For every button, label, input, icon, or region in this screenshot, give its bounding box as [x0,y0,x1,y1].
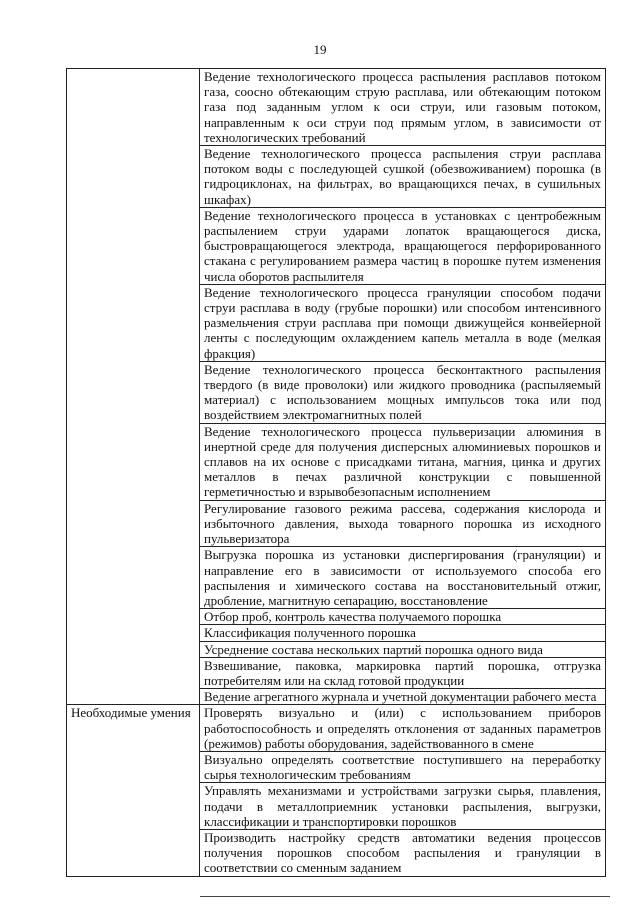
table-cell: Ведение технологического процесса в установках с центробежным распылением струи ударами лопаток вращающегося диска, быстровращающегося электрода, вращающегося перфорированного стакана с регулированием размера частиц в порошке путем изменения числа оборотов распылителя [200,207,606,284]
table-cell: Визуально определять соответствие поступившего на переработку сырья технологическим требованиям [200,751,606,782]
table-cell: Ведение технологического процесса грануляции способом подачи струи расплава в воду (грубые порошки) или способом интенсивного размельчения струи расплава при помощи движущейся конвейерной ленты с последующим охлаждением капель металла в воде (мелкая фракция) [200,284,606,361]
bottom-rule [200,896,610,897]
table-cell: Производить настройку средств автоматики ведения процессов получения порошков способом распыления и грануляции в соответствии со сменным заданием [200,829,606,876]
table-cell: Классификация полученного порошка [200,625,606,641]
table-cell: Проверять визуально и (или) с использованием приборов работоспособность и определять отклонения от заданных параметров (режимов) работы оборудования, задействованного в смене [200,705,606,752]
table-cell: Взвешивание, паковка, маркировка партий порошка, отгрузка потребителям или на склад готовой продукции [200,657,606,688]
table-cell: Выгрузка порошка из установки диспергирования (грануляции) и направление его в зависимости от используемого способа его распыления и химического состава на восстановительный отжиг, дробление, магнитную сепарацию, восстановление [200,547,606,609]
table-cell: Регулирование газового режима рассева, содержания кислорода и избыточного давления, выхода товарного порошка из исходного пульверизатора [200,500,606,547]
section-label-empty [67,69,200,705]
table-row [67,69,606,146]
page-number: 19 [313,42,327,57]
table-cell: Усреднение состава нескольких партий порошка одного вида [200,641,606,657]
table-cell: Ведение технологического процесса пульверизации алюминия в инертной среде для получения дисперсных алюминиевых порошков и сплавов на их основе с присадками титана, магния, цинка и других металлов в печах различной конструкции с повышенной герметичностью и взрывобезопасным исполнением [200,423,606,500]
section-label-skills: Необходимые умения [67,705,200,876]
table-cell: Ведение технологического процесса бесконтактного распыления твердого (в виде проволоки) или жидкого проводника (распыляемый материал) с использованием мощных импульсов тока или под воздействием электромагнитных полей [200,361,606,423]
table-cell: Ведение технологического процесса распыления расплавов потоком газа, соосно обтекающим струю расплава, или обтекающим потоком газа под заданным углом к оси струи, или газовым потоком, направленным к оси струи под прямым углом, в зависимости от технологических требований [200,69,606,146]
table-cell: Ведение технологического процесса распыления струи расплава потоком воды с последующей сушкой (обезвоживанием) порошка (в гидроциклонах, на фильтрах, во вращающихся печах, в сушильных шкафах) [200,146,606,208]
table-cell: Отбор проб, контроль качества получаемого порошка [200,609,606,625]
table-cell: Ведение агрегатного журнала и учетной документации рабочего места [200,689,606,705]
table-row [67,705,606,752]
competency-table [66,68,606,877]
table-cell: Управлять механизмами и устройствами загрузки сырья, плавления, подачи в металлоприемник установки распыления, выгрузки, классификации и транспортировки порошков [200,783,606,830]
